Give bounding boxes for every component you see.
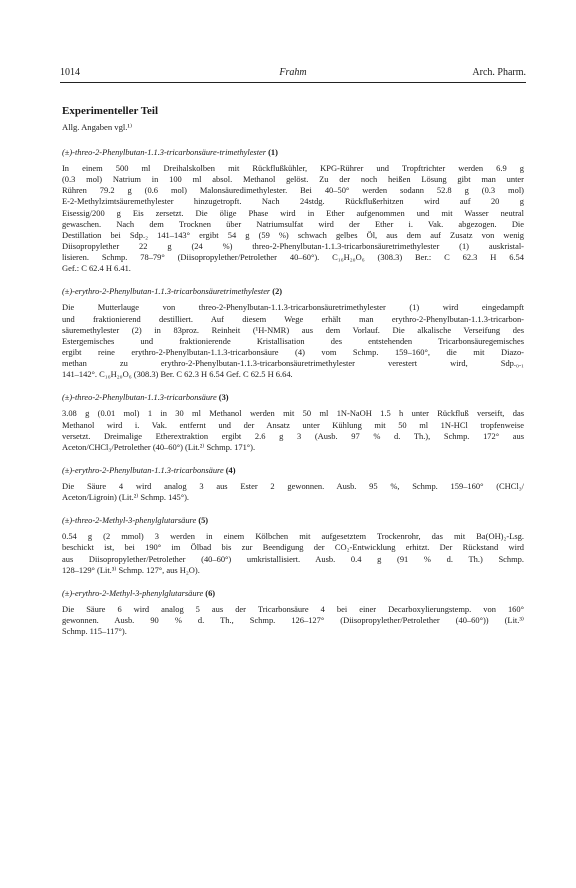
text-line: gewaschen. Nach dem Trocknen über Natriumsulfat wird der Ether i. Vak. abgezogen. Die: [62, 218, 524, 229]
compound-number: (4): [225, 465, 236, 475]
compound-block: [62, 147, 524, 274]
header-journal: Arch. Pharm.: [472, 67, 526, 78]
text-line: 3.08 g (0.01 mol) 1 in 30 ml Methanol werden mit 50 ml 1N-NaOH 1.5 h unter Rückfluß verseift, das: [62, 408, 524, 419]
section-heading: Experimenteller Teil: [62, 105, 159, 117]
text-line: 128–129° (Lit.³⁾ Schmp. 127°, aus H₂O).: [62, 564, 200, 575]
compound-procedure: [62, 408, 524, 453]
compound-name: (±)-erythro-2-Phenylbutan-1.1.3-tricarbonsäuretrimethylester: [62, 287, 271, 297]
header-rule: [60, 82, 526, 83]
header-author: Frahm: [279, 67, 307, 78]
text-line: Rühren 79.2 g (0.6 mol) Malonsäuredimethylester. Bei 40–50° werden sodann 52.8 g (0.3 mol): [62, 185, 524, 196]
compound-name: (±)-threo-2-Phenylbutan-1.1.3-tricarbonsäure: [62, 393, 217, 403]
text-line: Die Mutterlauge von threo-2-Phenylbutan-1.1.3-tricarbonsäuretrimethylester (1) wird eingedampft: [62, 302, 524, 313]
text-line: Aceton/CHCl₃/Petrolether (40–60°) (Lit.²⁾ Schmp. 171°).: [62, 441, 256, 452]
text-line: Die Säure 4 wird analog 3 aus Ester 2 gewonnen. Ausb. 95 %, Schmp. 159–160° (CHCl₃/: [62, 480, 524, 491]
compound-list: [62, 147, 524, 637]
article-body: [62, 104, 524, 649]
text-line: methan zu erythro-2-Phenylbutan-1.1.3-tricarbonsäuretrimethylester verestert wird, Sdp.₀.₁: [62, 358, 524, 369]
compound-block: [62, 286, 524, 380]
compound-title: [62, 392, 524, 403]
compound-title: [62, 465, 524, 476]
compound-name: (±)-erythro-2-Methyl-3-phenylglutarsäure: [62, 588, 204, 598]
general-note: Allg. Angaben vgl.¹⁾: [62, 122, 133, 132]
text-line: (0.3 mol) Natrium in 100 ml absol. Methanol gelöst. Zu der noch heißen Lösung gibt man unter: [62, 174, 524, 185]
compound-number: (1): [268, 148, 278, 157]
text-line: gewonnen. Ausb. 90 % d. Th., Schmp. 126–127° (Diisopropylether/Petrolether (40–60°)) (Lit.³⁾: [62, 614, 524, 625]
text-line: versetzt. Dreimalige Etherextraktion ergibt 2.6 g 3 (Ausb. 97 % d. Th.), Schmp. 172° aus: [62, 430, 524, 441]
compound-block: [62, 515, 524, 576]
text-line: Destillation bei Sdp.₂ 141–143° ergibt 54 g (59 %) schwach gelbes Öl, aus dem auf Zusatz von wenig: [62, 229, 524, 240]
text-line: und fraktionierend destilliert. Auf diesem Wege erhält man erythro-2-Phenylbutan-1.1.3-tricarbon-: [62, 313, 524, 324]
compound-block: [62, 392, 524, 453]
text-line: 0.54 g (2 mmol) 3 werden in einem Kölbchen mit aufgesetztem Trockenrohr, das mit Ba(OH)₂-Lsg.: [62, 531, 524, 542]
text-line: säuremethylester (2) in 83proz. Reinheit (¹H-NMR) aus dem Vorlauf. Die alkalische Verseifung des: [62, 324, 524, 335]
text-line: Gef.: C 62.4 H 6.41.: [62, 263, 131, 274]
text-line: Diisopropylether 22 g (24 %) threo-2-Phenylbutan-1.1.3-tricarbonsäuretrimethylester (1) auskristal-: [62, 240, 524, 251]
compound-title: [62, 588, 524, 599]
text-line: Schmp. 115–117°).: [62, 626, 127, 637]
compound-procedure: [62, 531, 524, 576]
text-line: aus Diisopropylether/Petrolether (40–60°) umkristallisiert. Ausb. 0.4 g (91 % d. Th.) Schmp.: [62, 553, 524, 564]
compound-procedure: [62, 163, 524, 274]
compound-number: (5): [198, 516, 209, 526]
text-line: lisieren. Schmp. 78–79° (Diisopropylether/Petrolether 40–60°). C₁₆H₂₀O₆ (308.3) Ber.: C 62.3 H 6.54: [62, 252, 524, 263]
text-line: beschickt ist, bei 190° im Ölbad bis zur Beendigung der CO₂-Entwicklung erhitzt. Der Rückstand wird: [62, 542, 524, 553]
text-line: In einem 500 ml Dreihalskolben mit Rückflußkühler, KPG-Rührer und Tropftrichter werden 6.9 g: [62, 163, 524, 173]
text-line: Eisessig/200 g Eis zersetzt. Die ölige Phase wird in Ether aufgenommen und mit Wasser neutral: [62, 207, 524, 218]
compound-procedure: [62, 604, 524, 637]
text-line: Die Säure 6 wird analog 5 aus der Tricarbonsäure 4 bei einer Decarboxylierungstemp. von 160°: [62, 603, 524, 614]
compound-name: (±)-erythro-2-Phenylbutan-1.1.3-tricarbonsäure: [62, 465, 224, 475]
text-line: Methanol wird i. Vak. entfernt und der Ansatz unter Kühlung mit 50 ml 1N-HCl tropfenweise: [62, 419, 524, 430]
compound-block: [62, 465, 524, 503]
compound-procedure: [62, 481, 524, 503]
compound-title: [62, 147, 524, 158]
compound-number: (2): [272, 287, 283, 297]
text-line: 141–142°. C₁₆H₂₀O₆ (308.3) Ber. C 62.3 H 6.54 Gef. C 62.5 H 6.64.: [62, 369, 293, 380]
compound-number: (3): [218, 393, 229, 403]
compound-number: (6): [205, 588, 216, 598]
compound-name: (±)-threo-2-Phenylbutan-1.1.3-tricarbonsäure-trimethylester: [62, 148, 266, 157]
compound-procedure: [62, 302, 524, 380]
text-line: ergibt reine erythro-2-Phenylbutan-1.1.3-tricarbonsäure (4) vom Schmp. 159–160°, die mit Diazo-: [62, 346, 524, 357]
page-number: 1014: [60, 67, 80, 78]
text-line: Aceton/Ligroin) (Lit.²⁾ Schmp. 145°).: [62, 492, 190, 503]
compound-title: [62, 515, 524, 526]
compound-block: [62, 588, 524, 637]
compound-name: (±)-threo-2-Methyl-3-phenylglutarsäure: [62, 516, 197, 526]
compound-title: [62, 286, 524, 297]
text-line: E-2-Methylzimtsäuremethylester hinzugetropft. Nach 24stdg. Rückflußerhitzen wird auf 20 g: [62, 196, 524, 207]
running-header: [60, 66, 526, 80]
text-line: Estergemisches und fraktionierende Kristallisation des entstehenden Tricarbonsäuregemisches: [62, 335, 524, 346]
